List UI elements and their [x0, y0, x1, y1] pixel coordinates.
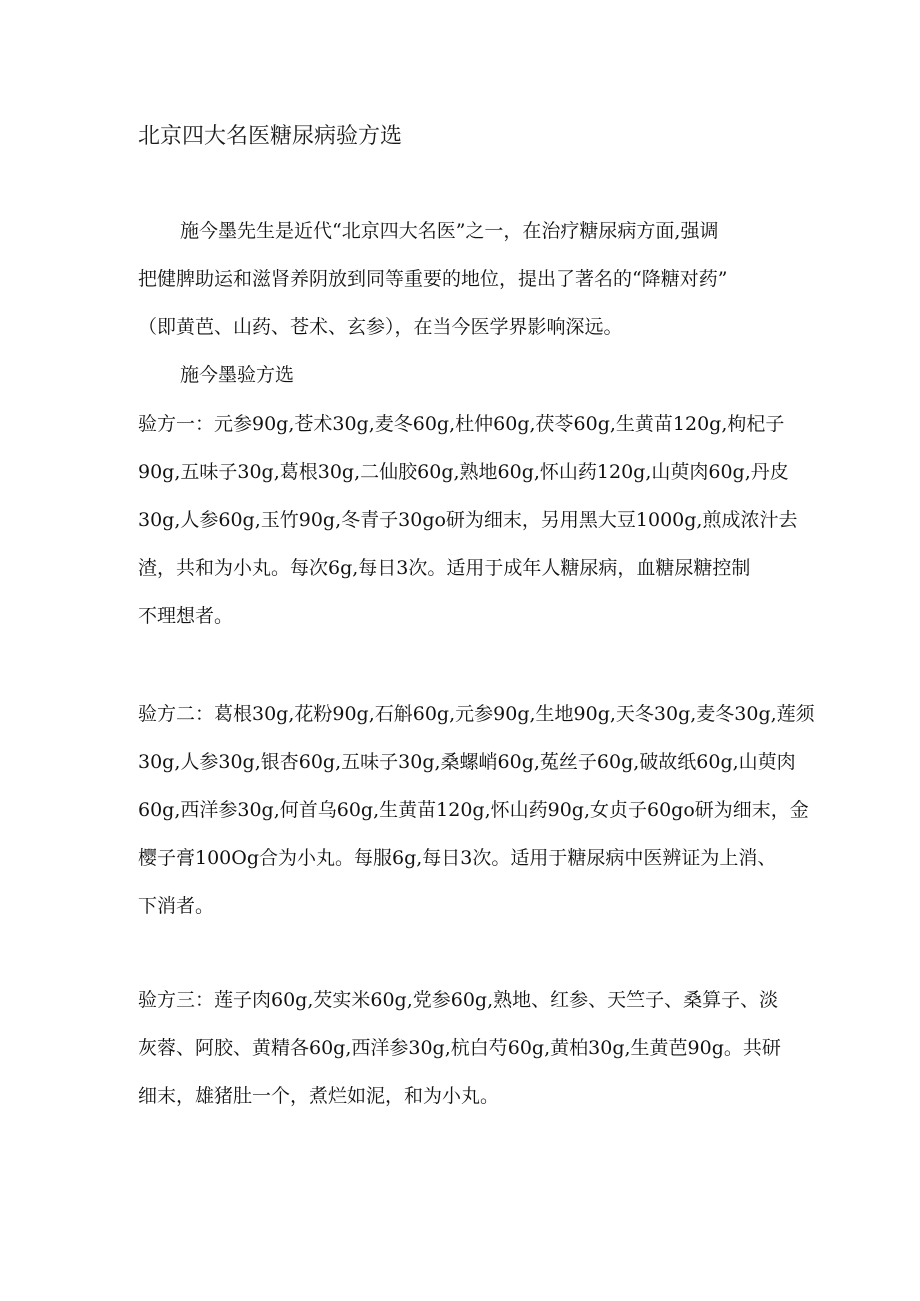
formula-2-line: 验方二：葛根30g,花粉90g,石斛60g,元参90g,生地90g,天冬30g,麦冬30g,莲须 [138, 703, 815, 725]
intro-line: 施今墨先生是近代“北京四大名医”之一，在治疗糖尿病方面,强调 [180, 220, 719, 242]
formula-1-line: 不理想者。 [138, 605, 234, 627]
formula-3-line: 灰蓉、阿胶、黄精各60g,西洋参30g,杭白芍60g,黄柏30g,生黄芭90g。共研 [138, 1037, 781, 1059]
formula-2-line: 30g,人参30g,银杏60g,五味子30g,桑螺峭60g,菟丝子60g,破故纸60g,山萸肉 [138, 751, 796, 773]
formula-1-line: 90g,五味子30g,葛根30g,二仙胶60g,熟地60g,怀山药120g,山萸肉60g,丹皮 [138, 461, 789, 483]
formula-2-line: 60g,西洋参30g,何首乌60g,生黄苗120g,怀山药90g,女贞子60go研为细末，金 [138, 799, 809, 821]
intro-line: 把健脾助运和滋肾养阴放到同等重要的地位，提出了著名的“降糖对药” [138, 268, 728, 290]
formula-1-line: 30g,人参60g,玉竹90g,冬青子30go研为细末，另用黑大豆1000g,煎成浓汁去 [138, 509, 798, 531]
formula-2-paragraph [138, 690, 815, 930]
formula-1-line: 渣，共和为小丸。每次6g,每日3次。适用于成年人糖尿病，血糖尿糖控制 [138, 557, 751, 579]
document-title: 北京四大名医糖尿病验方选 [138, 124, 403, 149]
formula-1-paragraph [138, 400, 798, 640]
section-heading: 施今墨验方选 [180, 364, 295, 386]
formula-3-paragraph [138, 976, 798, 1120]
formula-3-line: 验方三：莲子肉60g,芡实米60g,党参60g,熟地、红参、天竺子、桑算子、淡 [138, 989, 779, 1011]
formula-1-line: 验方一：元参90g,苍术30g,麦冬60g,杜仲60g,茯苓60g,生黄苗120g,枸杞子 [138, 413, 785, 435]
formula-2-line: 下消者。 [138, 895, 215, 917]
intro-paragraph [138, 207, 798, 399]
intro-line: （即黄芭、山药、苍术、玄参），在当今医学界影响深远。 [138, 316, 623, 338]
formula-3-line: 细末，雄猪肚一个，煮烂如泥，和为小丸。 [138, 1085, 500, 1107]
formula-2-line: 樱子膏100Og合为小丸。每服6g,每日3次。适用于糖尿病中医辨证为上消、 [138, 847, 777, 869]
